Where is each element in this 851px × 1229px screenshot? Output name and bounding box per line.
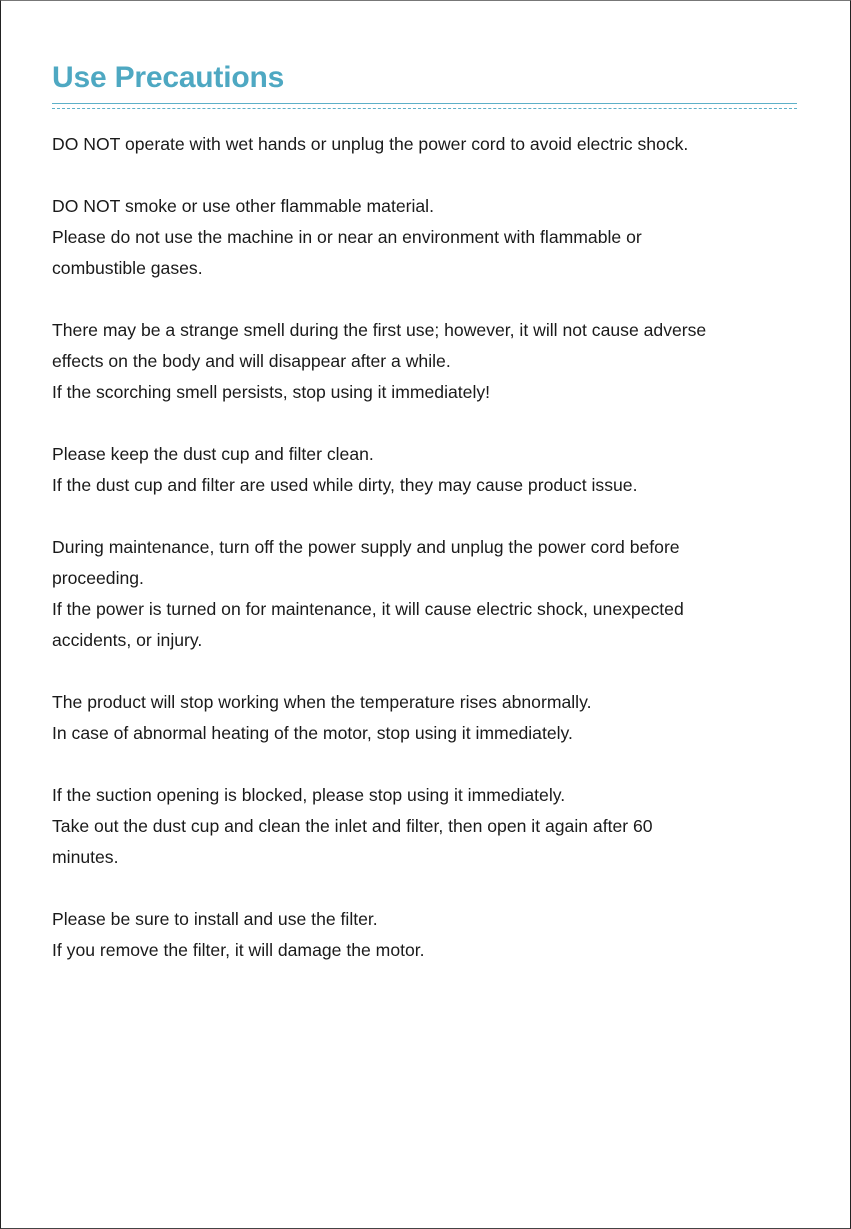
- page-content: [52, 57, 797, 997]
- precaution-paragraph: [52, 439, 797, 501]
- precaution-line: proceeding.: [52, 568, 144, 588]
- precaution-line: DO NOT operate with wet hands or unplug the power cord to avoid electric shock.: [52, 134, 689, 154]
- precaution-line: effects on the body and will disappear after a while.: [52, 351, 451, 371]
- precaution-line: If the power is turned on for maintenance, it will cause electric shock, unexpected: [52, 599, 684, 619]
- precaution-line: Please keep the dust cup and filter clean.: [52, 444, 374, 464]
- precaution-paragraph: [52, 687, 797, 749]
- precaution-line: If the suction opening is blocked, please stop using it immediately.: [52, 785, 566, 805]
- precaution-paragraph: [52, 129, 797, 160]
- precaution-paragraph: [52, 532, 797, 656]
- precaution-line: Take out the dust cup and clean the inlet and filter, then open it again after 60: [52, 816, 653, 836]
- precaution-line: In case of abnormal heating of the motor, stop using it immediately.: [52, 723, 573, 743]
- precaution-line: accidents, or injury.: [52, 630, 203, 650]
- precaution-paragraph: [52, 315, 797, 408]
- precaution-paragraph: [52, 904, 797, 966]
- precaution-line: If the dust cup and filter are used while dirty, they may cause product issue.: [52, 475, 638, 495]
- precaution-line: The product will stop working when the temperature rises abnormally.: [52, 692, 592, 712]
- title-divider-solid-line: [52, 103, 797, 104]
- precaution-line: combustible gases.: [52, 258, 203, 278]
- precaution-line: There may be a strange smell during the first use; however, it will not cause adverse: [52, 320, 707, 340]
- precaution-line: Please do not use the machine in or near an environment with flammable or: [52, 227, 642, 247]
- precaution-paragraph: [52, 191, 797, 284]
- precaution-line: Please be sure to install and use the filter.: [52, 909, 378, 929]
- page-title: Use Precautions: [52, 61, 285, 94]
- precaution-line: minutes.: [52, 847, 119, 867]
- precaution-paragraph: [52, 780, 797, 873]
- title-divider-dashed-line: [52, 108, 797, 109]
- precaution-line: DO NOT smoke or use other flammable material.: [52, 196, 434, 216]
- precaution-line: During maintenance, turn off the power supply and unplug the power cord before: [52, 537, 680, 557]
- precautions-list: [52, 129, 797, 966]
- precaution-line: If you remove the filter, it will damage the motor.: [52, 940, 425, 960]
- title-divider: [52, 103, 797, 109]
- precaution-line: If the scorching smell persists, stop using it immediately!: [52, 382, 491, 402]
